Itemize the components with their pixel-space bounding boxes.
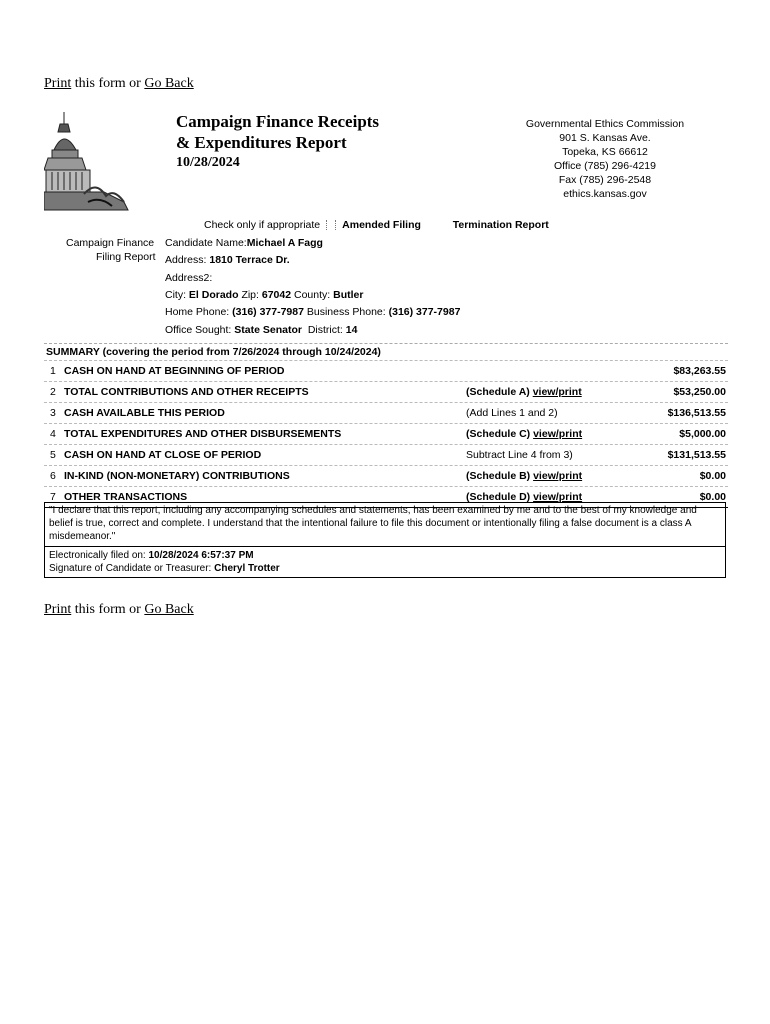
commission-city: Topeka, KS 66612: [562, 146, 648, 158]
view-print-link[interactable]: view/print: [533, 428, 583, 440]
signature-row: [49, 562, 721, 575]
summary-line-label: CASH AVAILABLE THIS PERIOD: [64, 407, 225, 419]
zip-value: 67042: [261, 289, 292, 301]
summary-line-label: CASH ON HAND AT BEGINNING OF PERIOD: [64, 365, 285, 377]
summary-line-reference: [466, 428, 582, 440]
home-phone-value: (316) 377-7987: [232, 306, 304, 318]
city-row: [165, 289, 363, 302]
summary-line-amount: $0.00: [699, 470, 726, 482]
go-back-link[interactable]: Go Back: [144, 76, 194, 91]
filing-report-label-2: Filing Report: [96, 251, 156, 263]
address-row: [165, 254, 290, 267]
business-phone-value: (316) 377-7987: [388, 306, 461, 318]
address2-row: [165, 272, 212, 285]
district-value: 14: [345, 324, 358, 336]
report-title-line1: Campaign Finance Receipts: [176, 112, 380, 131]
commission-website: ethics.kansas.gov: [563, 188, 647, 200]
filed-on-row: [49, 549, 721, 562]
county-label: County:: [294, 289, 331, 301]
summary-line-label: CASH ON HAND AT CLOSE OF PERIOD: [64, 449, 262, 461]
summary-line-ref-text: (Add Lines 1 and 2): [466, 407, 558, 419]
summary-row: [44, 423, 728, 444]
summary-line-amount: $53,250.00: [673, 386, 726, 398]
summary-line-number: 4: [50, 428, 56, 440]
commission-address: [510, 117, 700, 201]
filed-on-value: 10/28/2024 6:57:37 PM: [148, 550, 254, 561]
nav-text: this form or: [71, 76, 145, 91]
candidate-name: Michael A Fagg: [246, 237, 323, 249]
summary-line-amount: $0.00: [699, 491, 726, 503]
go-back-link-bottom[interactable]: Go Back: [144, 602, 194, 617]
summary-line-reference: [466, 470, 582, 482]
filing-report-label: Campaign Finance: [66, 237, 155, 249]
summary-line-number: 7: [50, 491, 56, 503]
print-link-bottom[interactable]: Print: [44, 602, 72, 617]
city-value: El Dorado: [188, 289, 239, 301]
business-phone-label: Business Phone:: [306, 306, 386, 318]
summary-line-reference: [466, 407, 558, 419]
summary-line-number: 5: [50, 449, 56, 461]
zip-label: Zip:: [241, 289, 259, 301]
bottom-navigation: [44, 602, 194, 618]
view-print-link[interactable]: view/print: [533, 470, 583, 482]
commission-street: 901 S. Kansas Ave.: [559, 132, 651, 144]
view-print-link[interactable]: view/print: [532, 386, 582, 398]
summary-row: [44, 444, 728, 465]
commission-fax: Fax (785) 296-2548: [558, 174, 652, 186]
top-navigation: [44, 76, 194, 92]
filing-type-row: [204, 219, 549, 231]
district-label: District:: [307, 324, 343, 336]
candidate-name-label: Candidate Name:: [165, 237, 247, 249]
summary-line-number: 1: [50, 365, 56, 377]
summary-row: [44, 465, 728, 486]
summary-line-amount: $136,513.55: [667, 407, 726, 419]
summary-line-label: IN-KIND (NON-MONETARY) CONTRIBUTIONS: [64, 470, 290, 482]
summary-line-ref-text: (Schedule D): [466, 491, 534, 503]
address-value: 1810 Terrace Dr.: [209, 254, 290, 266]
address-label: Address:: [165, 254, 207, 266]
termination-report-label: Termination Report: [452, 219, 549, 231]
summary-line-amount: $5,000.00: [679, 428, 726, 440]
check-prompt: Check only if appropriate: [204, 219, 321, 231]
amended-checkbox[interactable]: [326, 220, 336, 230]
view-print-link[interactable]: view/print: [533, 491, 583, 503]
office-sought-value: State Senator: [234, 324, 302, 336]
filing-label-line1: [66, 237, 154, 250]
summary-rows: [44, 360, 728, 508]
office-row: [165, 324, 357, 337]
amended-filing-label: Amended Filing: [342, 219, 421, 231]
signature-label: Signature of Candidate or Treasurer:: [49, 563, 212, 574]
commission-name: Governmental Ethics Commission: [525, 118, 685, 130]
candidate-name-row: [165, 237, 323, 250]
report-title-block: [176, 111, 379, 173]
address2-label: Address2:: [165, 272, 213, 284]
summary-line-label: TOTAL CONTRIBUTIONS AND OTHER RECEIPTS: [64, 386, 309, 398]
summary-row: [44, 381, 728, 402]
report-title-line2: & Expenditures Report: [176, 133, 347, 152]
commission-office-phone: Office (785) 296-4219: [554, 160, 656, 172]
office-sought-label: Office Sought:: [165, 324, 232, 336]
nav-text-bottom: this form or: [71, 602, 145, 617]
summary-line-number: 6: [50, 470, 56, 482]
print-link[interactable]: Print: [44, 76, 72, 91]
phone-row: [165, 306, 460, 319]
summary-line-number: 2: [50, 386, 56, 398]
summary-line-label: OTHER TRANSACTIONS: [64, 491, 188, 503]
summary-row: [44, 402, 728, 423]
summary-line-number: 3: [50, 407, 56, 419]
declaration-box: [44, 502, 726, 578]
declaration-text: "I declare that this report, including any accompanying schedules and statements, has been examined by me and to the best of my knowledge and belief is true, correct and complete. I understand that the intentional failure to file this document or intentionally filing a false document is a class A misdemeanor.": [45, 503, 725, 547]
home-phone-label: Home Phone:: [165, 306, 230, 318]
summary-line-reference: [466, 386, 582, 398]
capitol-logo: [44, 110, 132, 214]
filed-on-label: Electronically filed on:: [49, 550, 146, 561]
summary-heading: SUMMARY (covering the period from 7/26/2024 through 10/24/2024): [44, 343, 728, 360]
city-label: City:: [165, 289, 186, 301]
declaration-footer: [45, 547, 725, 577]
summary-line-ref-text: (Schedule B): [466, 470, 534, 482]
signature-value: Cheryl Trotter: [214, 563, 280, 574]
summary-line-label: TOTAL EXPENDITURES AND OTHER DISBURSEMENTS: [64, 428, 342, 440]
filing-label-line2: [96, 251, 156, 264]
summary-line-ref-text: Subtract Line 4 from 3): [466, 449, 573, 461]
summary-line-amount: $83,263.55: [673, 365, 726, 377]
summary-line-ref-text: (Schedule C): [466, 428, 534, 440]
summary-line-amount: $131,513.55: [667, 449, 726, 461]
summary-row: [44, 360, 728, 381]
county-value: Butler: [333, 289, 364, 301]
summary-table: [44, 343, 728, 508]
summary-line-reference: [466, 449, 573, 461]
summary-line-ref-text: (Schedule A): [466, 386, 533, 398]
report-date: 10/28/2024: [176, 155, 240, 170]
